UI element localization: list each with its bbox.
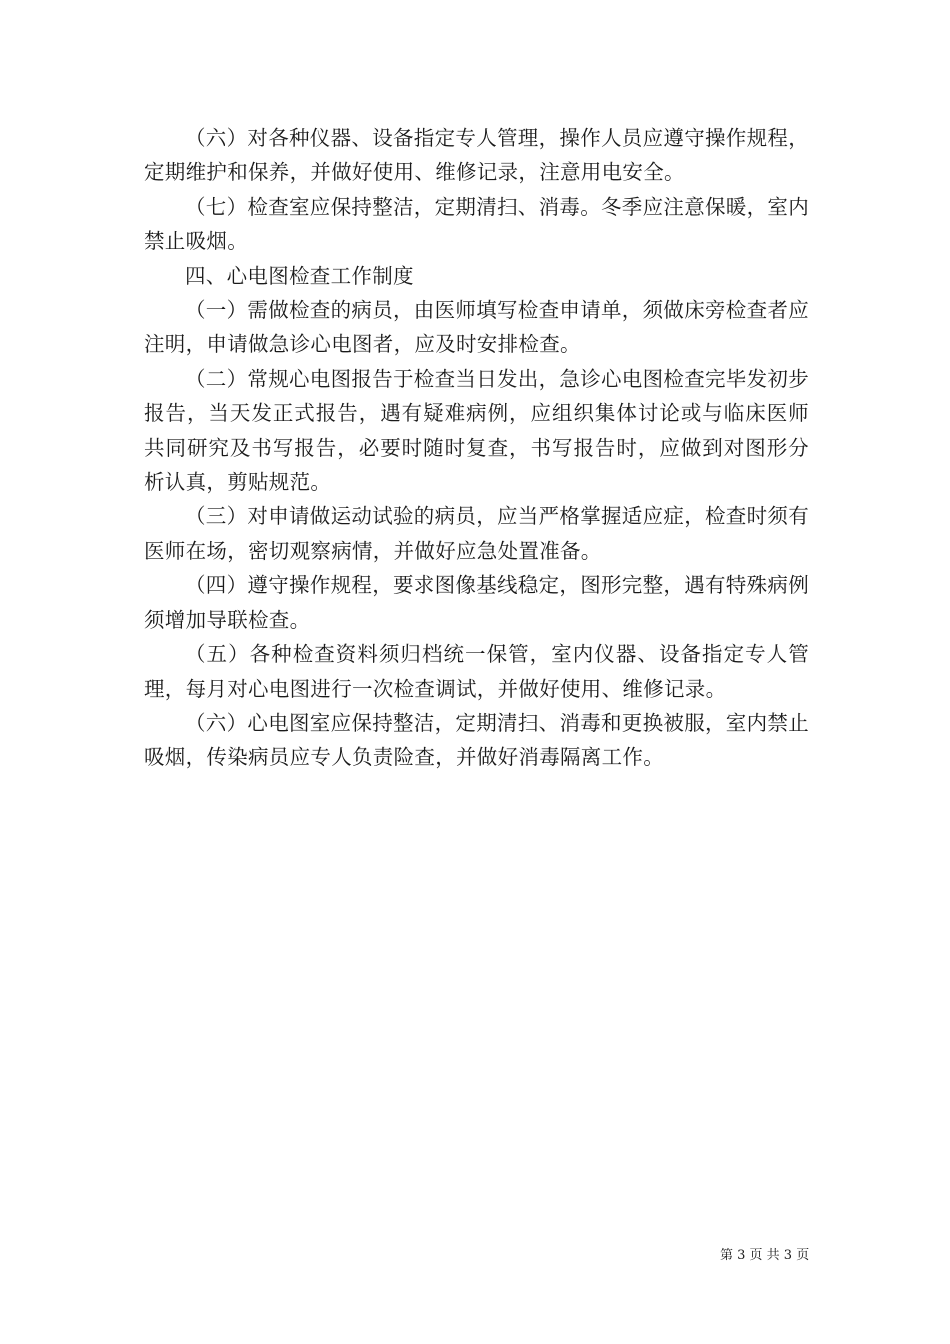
paragraph-ecg-rule-4: （四）遵守操作规程，要求图像基线稳定，图形完整，遇有特殊病例须增加导联检查。: [144, 573, 809, 632]
page-number-footer: 第 3 页 共 3 页: [720, 1248, 810, 1263]
paragraph-ecg-rule-1: （一）需做检查的病员，由医师填写检查申请单，须做床旁检查者应注明，申请做急诊心电图者，应及时安排检查。: [144, 298, 809, 357]
paragraph-ecg-rule-6: （六）心电图室应保持整洁，定期清扫、消毒和更换被服，室内禁止吸烟，传染病员应专人负责险查，并做好消毒隔离工作。: [144, 710, 809, 770]
document-body: [144, 121, 809, 775]
section-heading-ecg-rules: 四、心电图检查工作制度: [185, 263, 414, 288]
paragraph-ecg-rule-3: （三）对申请做运动试验的病员，应当严格掌握适应症，检查时须有医师在场，密切观察病情，并做好应急处置准备。: [144, 504, 809, 563]
paragraph-room-hygiene: （七）检查室应保持整洁，定期清扫、消毒。冬季应注意保暖，室内禁止吸烟。: [144, 194, 809, 254]
paragraph-equipment-management: （六）对各种仪器、设备指定专人管理，操作人员应遵守操作规程，定期维护和保养，并做好使用、维修记录，注意用电安全。: [144, 126, 809, 185]
paragraph-ecg-rule-2: （二）常规心电图报告于检查当日发出，急诊心电图检查完毕发初步报告，当天发正式报告，遇有疑难病例，应组织集体讨论或与临床医师共同研究及书写报告，必要时随时复查，书写报告时，应做到对图形分析认真，剪贴规范。: [144, 366, 809, 495]
paragraph-ecg-rule-5: （五）各种检查资料须归档统一保管，室内仪器、设备指定专人管理，每月对心电图进行一次检查调试，并做好使用、维修记录。: [144, 642, 809, 701]
